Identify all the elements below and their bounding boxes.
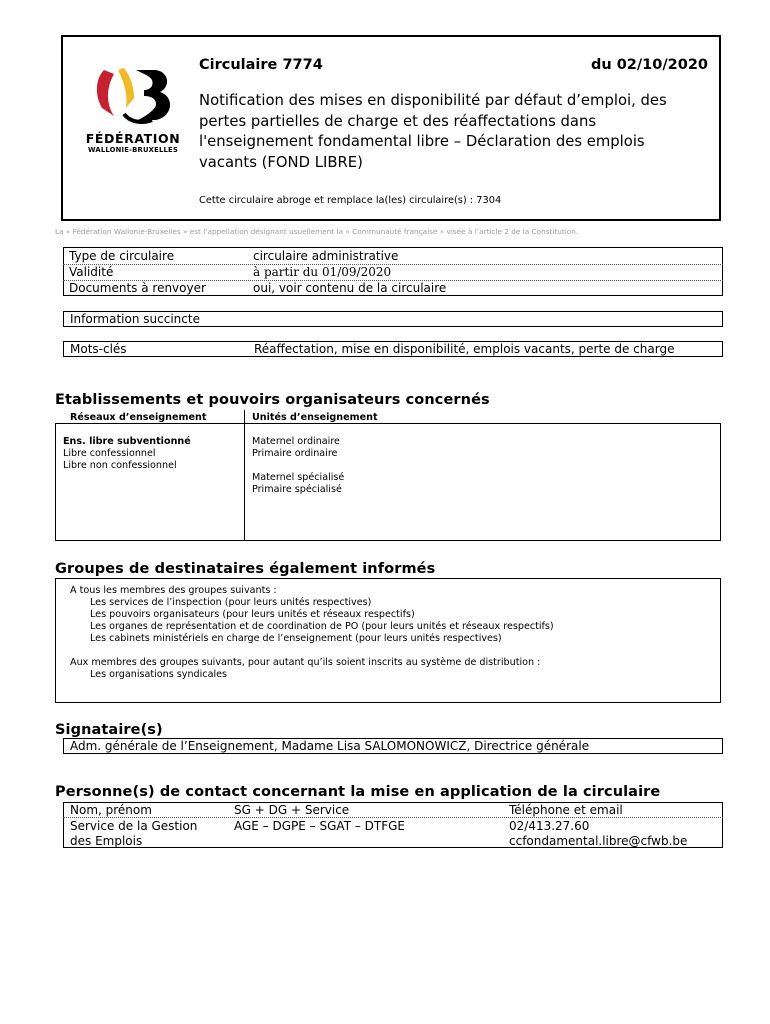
mots-cles-label: Mots-clés [70,342,127,356]
meta-label: Documents à renvoyer [69,281,206,295]
groupes-item: Les pouvoirs organisateurs (pour leurs unités et réseaux respectifs) [90,609,415,620]
groupes-item: Les services de l’inspection (pour leurs unités respectives) [90,597,372,608]
circular-subject [199,91,699,173]
contact-header-name: Nom, prénom [70,803,152,817]
contact-name-line: des Emplois [70,834,143,848]
signataire-row [63,738,723,754]
logo-text-federation: FÉDÉRATION [85,131,181,146]
contact-phone: 02/413.27.60 [509,819,590,833]
logo-yellow-stroke [118,68,134,108]
contact-header-phone-email: Téléphone et email [509,803,623,817]
contact-name-line: Service de la Gestion [70,819,198,833]
section-heading-groupes: Groupes de destinataires également informés [55,561,436,577]
etablissements-table [55,410,721,541]
signataire-value: Adm. générale de l’Enseignement, Madame Lisa SALOMONOWICZ, Directrice générale [70,739,590,753]
logo-text-wallonie-bruxelles: WALLONIE-BRUXELLES [88,146,178,154]
groupes-intro: A tous les membres des groupes suivants : [70,585,277,596]
mots-cles-row [63,341,723,357]
abroge-note: Cette circulaire abroge et remplace la(les) circulaire(s) : 7304 [199,195,502,206]
section-heading-contact: Personne(s) de contact concernant la mise en application de la circulaire [55,784,661,800]
info-succincte-row [63,311,723,327]
groupes-intro: Aux membres des groupes suivants, pour autant qu’ils soient inscrits au système de distribution : [70,657,541,668]
contact-header-service: SG + DG + Service [234,803,350,817]
col-header-reseaux: Réseaux d’enseignement [70,412,207,423]
subject-line: l'enseignement fondamental libre – Déclaration des emplois [199,133,645,150]
unite-item: Maternel ordinaire [252,436,340,447]
meta-row-documents [63,280,723,296]
groupes-item: Les organes de représentation et de coordination de PO (pour leurs unités et réseaux respectifs) [90,621,554,632]
legal-note: La « Fédération Wallonie-Bruxelles » est l’appellation désignant usuellement la « Communauté française » visée à l’article 2 de la Constitution. [55,227,579,236]
col-header-unites: Unités d’enseignement [252,412,378,423]
subject-line: Notification des mises en disponibilité par défaut d’emploi, des [199,92,667,109]
reseau-item: Libre non confessionnel [63,460,177,471]
unite-item: Primaire spécialisé [252,484,342,495]
section-heading-etablissements: Etablissements et pouvoirs organisateurs concernés [55,392,490,408]
meta-label: Type de circulaire [69,249,175,263]
info-succincte-label: Information succincte [70,312,200,326]
contact-email-link[interactable]: ccfondamental.libre@cfwb.be [509,834,688,848]
meta-row-type [63,248,723,265]
meta-label: Validité [69,265,114,279]
subject-line: pertes partielles de charge et des réaffectations dans [199,112,597,130]
section-heading-signataire: Signataire(s) [55,722,163,738]
reseau-item: Libre confessionnel [63,448,156,459]
groupes-item: Les organisations syndicales [90,669,228,680]
meta-value: circulaire administrative [253,249,399,263]
subject-line: vacants (FOND LIBRE) [199,153,363,171]
unite-item: Maternel spécialisé [252,472,345,483]
column-divider [244,410,245,541]
meta-row-validite [63,264,723,281]
mots-cles-value: Réaffectation, mise en disponibilité, emplois vacants, perte de charge [254,342,675,356]
logo-red-stroke [97,70,114,116]
meta-value: à partir du 01/09/2020 [253,265,392,279]
meta-value: oui, voir contenu de la circulaire [253,281,447,295]
logo-black-b [136,70,170,120]
circular-date: du 02/10/2020 [590,57,708,73]
circular-number: Circulaire 7774 [199,57,323,73]
unite-item: Primaire ordinaire [252,448,338,459]
groupes-item: Les cabinets ministériels en charge de l’enseignement (pour leurs unités respectives) [90,633,502,644]
contact-service: AGE – DGPE – SGAT – DTFGE [234,819,405,833]
reseau-main: Ens. libre subventionné [63,436,191,447]
